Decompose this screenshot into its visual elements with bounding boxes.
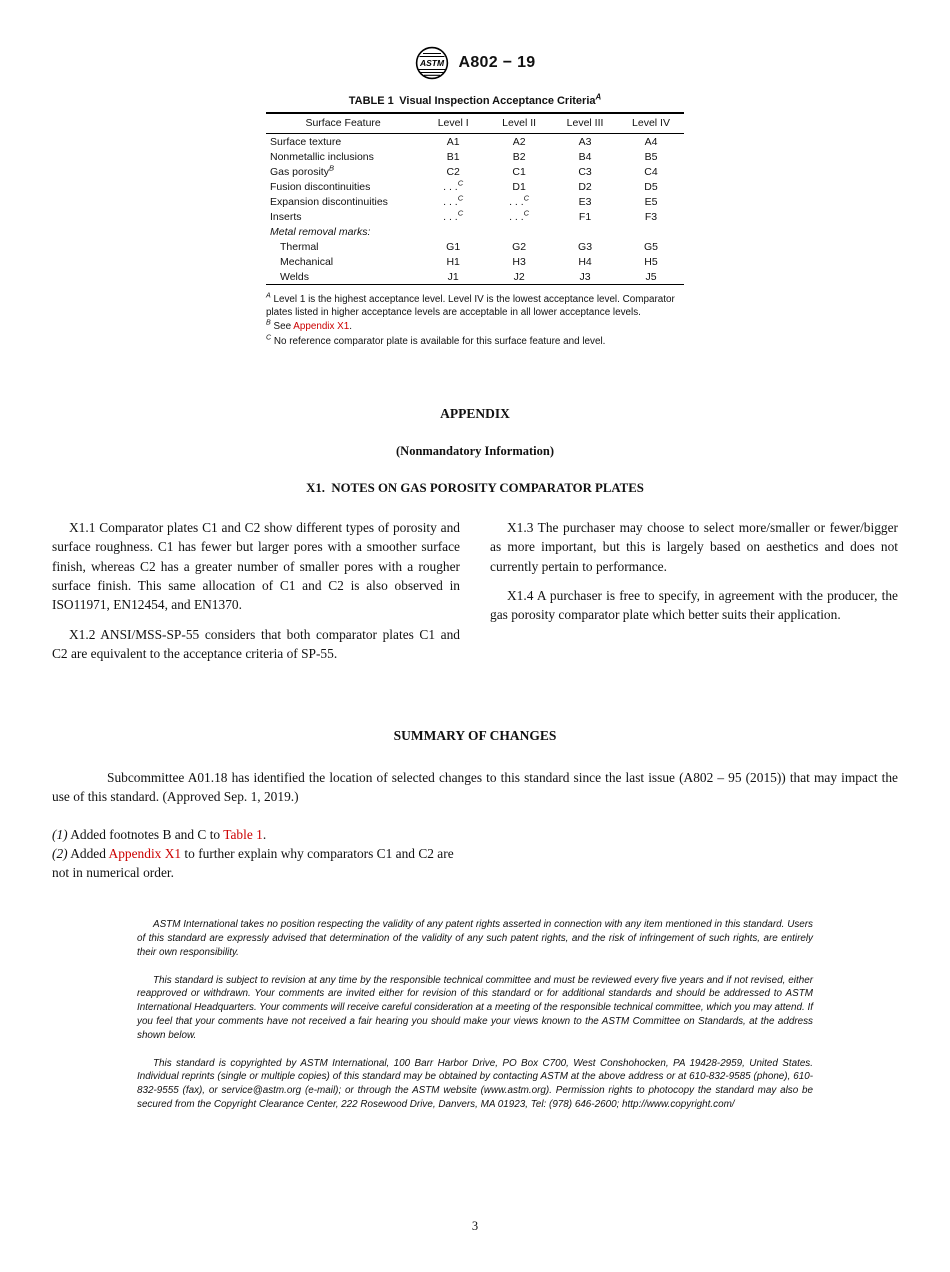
level-value-cell: C1 <box>512 165 526 178</box>
level-value-cell: B4 <box>578 150 592 163</box>
level-value-cell: J2 <box>513 270 525 283</box>
cross-reference-link[interactable]: Table 1 <box>223 827 263 843</box>
text-segment: to further explain why comparators C1 and C2 are not in numerical order. <box>52 846 454 880</box>
change-item-label: (2) <box>52 846 68 862</box>
level-value-cell: B1 <box>446 150 460 163</box>
table-footnote: $^C$ No reference comparator plate is available for this surface feature and level. <box>266 333 606 347</box>
change-item <box>52 826 466 845</box>
level-value-cell: . . .$^C$ <box>443 193 464 208</box>
appendix-paragraph: X1.1 Comparator plates C1 and C2 show different types of porosity and surface roughness. C1 has fewer but larger pores with a smoother surface finish, whereas C2 has a greater number of smaller pores with a rougher surface finish. This same allocation of C1 and C2 is also observed in ISO11971, EN12454, and EN1370. <box>52 519 460 613</box>
cross-reference-link[interactable]: Appendix X1 <box>108 846 182 862</box>
table-row <box>266 179 684 194</box>
appendix-section-title: X1. NOTES ON GAS POROSITY COMPARATOR PLATES <box>306 480 644 495</box>
changes-list <box>52 826 466 882</box>
legal-block <box>137 918 813 1112</box>
level-value-cell: C4 <box>644 165 658 178</box>
page-header <box>0 46 950 80</box>
level-value-cell: F1 <box>578 210 592 223</box>
change-item-label: (1) <box>52 827 68 843</box>
text-segment: . <box>349 321 353 333</box>
level-value-cell: A1 <box>446 135 460 148</box>
level-value-cell: H3 <box>512 255 526 268</box>
legal-paragraph: This standard is copyrighted by ASTM International, 100 Barr Harbor Drive, PO Box C700, West Conshohocken, PA 19428-2959, United States. Individual reprints (single or multiple copies) of this standard may be obtained by contacting ASTM at the above address or at 610-832-9585 (phone), 610-832-9555 (fax), or service@astm.org (e-mail); or through the ASTM website (www.astm.org). Permission rights to photocopy the standard may also be secured from the Copyright Clearance Center, 222 Rosewood Drive, Danvers, MA 01923, Tel: (978) 646-2600; http://www.copyright.com/ <box>137 1057 813 1111</box>
level-value-cell: C2 <box>446 165 460 178</box>
level-value-cell: . . .$^C$ <box>509 193 530 208</box>
table1-column-header: Level III <box>552 113 618 134</box>
appendix-heading: APPENDIX <box>440 405 510 421</box>
table-row <box>266 134 684 150</box>
level-value-cell: E3 <box>578 195 592 208</box>
level-value-cell: J5 <box>645 270 657 283</box>
table1-head <box>266 113 684 134</box>
table1-body <box>266 134 684 285</box>
level-value-cell: . . .$^C$ <box>443 208 464 223</box>
surface-feature-cell: Gas porosity$^B$ <box>270 163 334 178</box>
table-footnote: $^A$ Level 1 is the highest acceptance level. Level IV is the lowest acceptance level. Comparator plates listed in higher acceptance levels are acceptable in all lower acceptance levels. <box>266 291 675 319</box>
summary-intro: Subcommittee A01.18 has identified the location of selected changes to this standard since the last issue (A802 – 95 (2015)) that may impact the use of this standard. (Approved Sep. 1, 2019.) <box>52 769 898 805</box>
table1-header-row <box>266 113 684 134</box>
change-item <box>52 845 466 882</box>
table-footnote: $^B$ See Appendix X1. <box>266 319 353 333</box>
level-value-cell: E5 <box>644 195 658 208</box>
text-segment: See <box>270 321 294 333</box>
table1-title: TABLE 1 Visual Inspection Acceptance Criteria$^A$ <box>348 92 602 107</box>
standard-designation: A802 − 19 <box>458 54 536 71</box>
page-number: 3 <box>471 1219 479 1233</box>
surface-feature-cell: Surface texture <box>270 135 342 148</box>
surface-feature-cell: Inserts <box>270 210 302 223</box>
astm-logo-icon <box>415 46 449 80</box>
level-value-cell: G1 <box>446 240 461 253</box>
level-value-cell: G5 <box>644 240 659 253</box>
level-value-cell: D1 <box>512 180 526 193</box>
surface-feature-cell: Welds <box>280 270 309 283</box>
level-value-cell: G2 <box>512 240 527 253</box>
surface-feature-cell: Thermal <box>280 240 319 253</box>
summary-heading: SUMMARY OF CHANGES <box>393 727 557 743</box>
text-segment: Level 1 is the highest acceptance level. Level IV is the lowest acceptance level. Comparator plates listed in higher acceptance levels are acceptable in all lower acceptance levels. <box>266 294 675 319</box>
level-value-cell: C3 <box>578 165 592 178</box>
table-row <box>266 164 684 179</box>
surface-feature-cell: Mechanical <box>280 255 334 268</box>
surface-feature-cell: Nonmetallic inclusions <box>270 150 374 163</box>
table1-column-header: Level I <box>420 113 486 134</box>
cross-reference-link[interactable]: Appendix X1 <box>293 321 350 333</box>
level-value-cell: D2 <box>578 180 592 193</box>
table-row <box>266 149 684 164</box>
text-segment: Added footnotes B and C to <box>67 827 224 843</box>
level-value-cell: A3 <box>578 135 592 148</box>
text-segment: . <box>262 827 267 843</box>
legal-paragraph: This standard is subject to revision at any time by the responsible technical committee and must be reviewed every five years and if not revised, either reapproved or withdrawn. Your comments are invited either for revision of this standard or for additional standards and should be addressed to ASTM International Headquarters. Your comments will receive careful consideration at a meeting of the responsible technical committee, which you may attend. If you feel that your comments have not received a fair hearing you should make your views known to the ASTM Committee on Standards, at the address shown below. <box>137 974 813 1041</box>
appendix-col-right <box>490 518 898 674</box>
level-value-cell: A2 <box>512 135 526 148</box>
table1-column-header: Level IV <box>618 113 684 134</box>
level-value-cell: B5 <box>644 150 658 163</box>
text-segment: Added <box>67 846 109 862</box>
level-value-cell: J1 <box>447 270 459 283</box>
surface-feature-cell: Metal removal marks: <box>270 225 371 238</box>
appendix-col-left <box>52 518 460 674</box>
astm-logo-text: ASTM <box>419 57 444 68</box>
level-value-cell: A4 <box>644 135 658 148</box>
table-row <box>266 254 684 269</box>
table1-column-header: Surface Feature <box>266 113 420 134</box>
level-value-cell: H5 <box>644 255 658 268</box>
table-row <box>266 269 684 285</box>
level-value-cell: . . .$^C$ <box>509 208 530 223</box>
table1 <box>266 112 684 285</box>
text-segment: No reference comparator plate is available for this surface feature and level. <box>271 335 606 347</box>
level-value-cell: F3 <box>644 210 658 223</box>
page-body <box>0 406 950 1112</box>
level-value-cell: H1 <box>446 255 460 268</box>
level-value-cell: H4 <box>578 255 592 268</box>
level-value-cell: J3 <box>579 270 591 283</box>
table-row <box>266 224 684 239</box>
table-row <box>266 209 684 224</box>
level-value-cell: D5 <box>644 180 658 193</box>
table-row <box>266 239 684 254</box>
appendix-paragraph: X1.3 The purchaser may choose to select more/smaller or fewer/bigger as more important, but this is largely based on aesthetics and does not currently pertain to performance. <box>490 519 898 574</box>
surface-feature-cell: Fusion discontinuities <box>270 180 371 193</box>
level-value-cell: B2 <box>512 150 526 163</box>
appendix-paragraph: X1.4 A purchaser is free to specify, in agreement with the producer, the gas porosity comparator plate which better suits their application. <box>490 588 898 623</box>
surface-feature-cell: Expansion discontinuities <box>270 195 388 208</box>
legal-paragraph: ASTM International takes no position respecting the validity of any patent rights asserted in connection with any item mentioned in this standard. Users of this standard are expressly advised that determination of the validity of any such patent rights, and the risk of infringement of such rights, are entirely their own responsibility. <box>137 919 813 958</box>
level-value-cell: G3 <box>578 240 593 253</box>
table-row <box>266 194 684 209</box>
table1-footnotes <box>266 293 684 348</box>
appendix-subheading: (Nonmandatory Information) <box>396 443 554 458</box>
table1-column-header: Level II <box>486 113 552 134</box>
level-value-cell: . . .$^C$ <box>443 178 464 193</box>
appendix-paragraph: X1.2 ANSI/MSS-SP-55 considers that both comparator plates C1 and C2 are equivalent to the acceptance criteria of SP-55. <box>52 626 460 662</box>
appendix-columns <box>52 518 898 674</box>
table1-section <box>266 92 684 348</box>
